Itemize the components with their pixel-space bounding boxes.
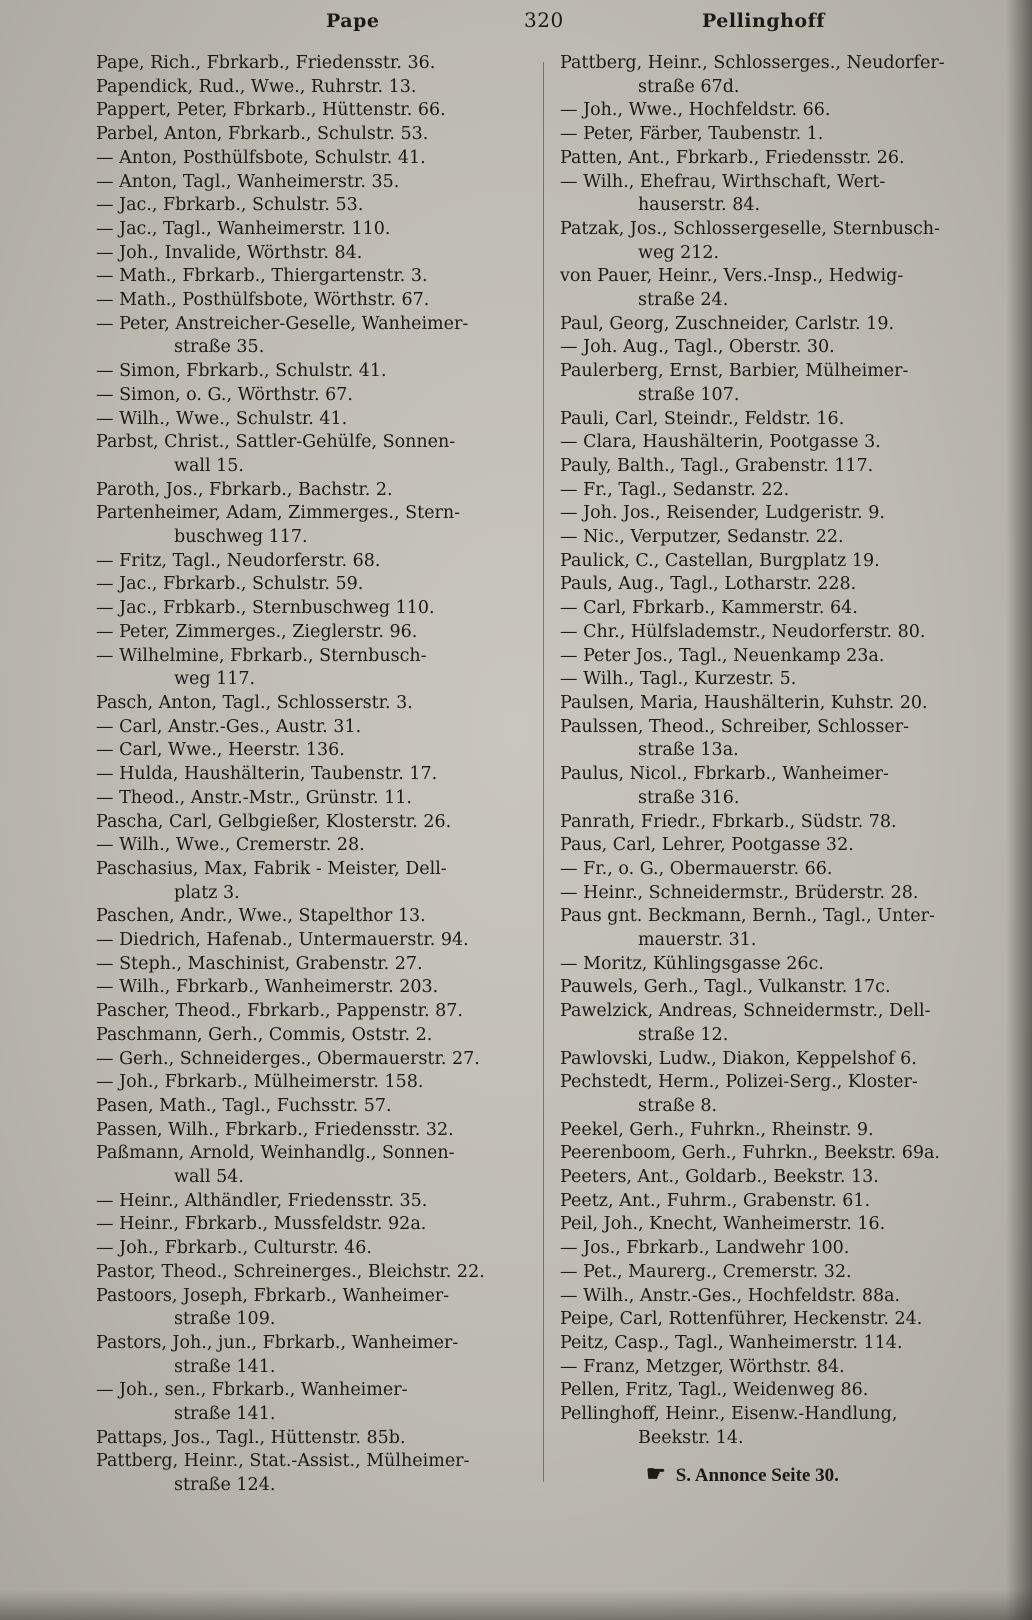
pointing-hand-icon: ☛ xyxy=(646,1461,666,1487)
entry-line: — Peter, Zimmerges., Zieglerstr. 96. xyxy=(96,621,418,642)
entry-line: — Anton, Tagl., Wanheimerstr. 35. xyxy=(96,171,400,192)
directory-entry xyxy=(96,1190,536,1214)
entry-line: — Diedrich, Hafenab., Untermauerstr. 94. xyxy=(96,930,469,951)
directory-entry xyxy=(560,621,1004,645)
page-number: 320 xyxy=(524,8,564,32)
entry-line: — Jac., Frbkarb., Sternbuschweg 110. xyxy=(96,598,435,619)
entry-continuation: Beekstr. 14. xyxy=(638,1427,744,1448)
directory-entry xyxy=(96,431,536,478)
entry-line: — Moritz, Kühlingsgasse 26c. xyxy=(560,953,824,974)
directory-entry xyxy=(96,1048,536,1072)
entry-line: — Wilh., Ehefrau, Wirthschaft, Wert- xyxy=(560,171,886,192)
directory-entry xyxy=(96,265,536,289)
entry-line: — Carl, Wwe., Heerstr. 136. xyxy=(96,740,345,761)
entry-line: — Peter Jos., Tagl., Neuenkamp 23a. xyxy=(560,645,885,666)
entry-line: — Simon, Fbrkarb., Schulstr. 41. xyxy=(96,361,387,382)
directory-entry xyxy=(560,360,1004,407)
entry-line: — Jac., Fbrkarb., Schulstr. 59. xyxy=(96,574,364,595)
entry-line: — Nic., Verputzer, Sedanstr. 22. xyxy=(560,527,844,548)
entry-line: — Steph., Maschinist, Grabenstr. 27. xyxy=(96,953,423,974)
entry-line: Peeters, Ant., Goldarb., Beekstr. 13. xyxy=(560,1167,879,1188)
entry-line: — Pet., Maurerg., Cremerstr. 32. xyxy=(560,1261,852,1282)
entry-continuation: straße 8. xyxy=(638,1095,718,1116)
entry-line: Pawlovski, Ludw., Diakon, Keppelshof 6. xyxy=(560,1048,917,1069)
page-header xyxy=(0,4,1032,38)
entry-line: — Anton, Posthülfsbote, Schulstr. 41. xyxy=(96,147,426,168)
entry-continuation: mauerstr. 31. xyxy=(638,930,757,951)
entry-line: — Jac., Fbrkarb., Schulstr. 53. xyxy=(96,195,364,216)
directory-entry xyxy=(560,834,1004,858)
entry-continuation: hauserstr. 84. xyxy=(638,195,761,216)
directory-entry xyxy=(560,313,1004,337)
directory-entry xyxy=(96,1261,536,1285)
entry-line: Pattberg, Heinr., Schlosserges., Neudorfer- xyxy=(560,53,945,73)
directory-entry xyxy=(96,905,536,929)
directory-entry xyxy=(560,692,1004,716)
directory-entry xyxy=(560,1000,1004,1047)
entry-line: Pattberg, Heinr., Stat.-Assist., Mülheimer- xyxy=(96,1451,470,1472)
entry-line: — Math., Posthülfsbote, Wörthstr. 67. xyxy=(96,290,430,311)
directory-entry xyxy=(96,1142,536,1189)
directory-entry xyxy=(560,1166,1004,1190)
entry-continuation: weg 212. xyxy=(638,242,720,263)
entry-line: Paulus, Nicol., Fbrkarb., Wanheimer- xyxy=(560,764,889,785)
entry-line: Paschasius, Max, Fabrik - Meister, Dell- xyxy=(96,858,447,879)
column-divider xyxy=(543,62,544,1482)
directory-entry xyxy=(560,1119,1004,1143)
directory-entry xyxy=(560,763,1004,810)
entry-continuation: straße 109. xyxy=(174,1309,276,1330)
directory-entry xyxy=(560,502,1004,526)
directory-entry xyxy=(96,597,536,621)
entry-continuation: weg 117. xyxy=(174,669,256,690)
entry-line: — Wilh., Wwe., Cremerstr. 28. xyxy=(96,835,365,856)
directory-entry xyxy=(96,1427,536,1451)
directory-entry xyxy=(560,1308,1004,1332)
entry-line: — Joh. Jos., Reisender, Ludgeristr. 9. xyxy=(560,503,885,524)
directory-entry xyxy=(560,1237,1004,1261)
entry-line: Pawelzick, Andreas, Schneidermstr., Dell- xyxy=(560,1001,931,1022)
entry-line: — Fr., o. G., Obermauerstr. 66. xyxy=(560,858,833,879)
entry-line: Paulsen, Maria, Haushälterin, Kuhstr. 20. xyxy=(560,692,928,713)
entry-line: — Joh., Fbrkarb., Culturstr. 46. xyxy=(96,1238,372,1259)
entry-continuation: straße 12. xyxy=(638,1024,729,1045)
entry-line: — Joh. Aug., Tagl., Oberstr. 30. xyxy=(560,337,835,358)
entry-continuation: wall 54. xyxy=(174,1167,244,1188)
left-column xyxy=(96,52,536,1498)
entry-line: — Wilh., Tagl., Kurzestr. 5. xyxy=(560,669,797,690)
directory-entry xyxy=(560,526,1004,550)
directory-entry xyxy=(560,265,1004,312)
directory-entry xyxy=(560,573,1004,597)
entry-line: Pasch, Anton, Tagl., Schlosserstr. 3. xyxy=(96,692,413,713)
header-first-name: Pape xyxy=(326,10,380,32)
entry-line: Paroth, Jos., Fbrkarb., Bachstr. 2. xyxy=(96,479,393,500)
entry-line: — Math., Fbrkarb., Thiergartenstr. 3. xyxy=(96,266,428,287)
entry-continuation: straße 35. xyxy=(174,337,265,358)
entry-line: Paschmann, Gerh., Commis, Oststr. 2. xyxy=(96,1024,433,1045)
entry-line: — Heinr., Fbrkarb., Mussfeldstr. 92a. xyxy=(96,1214,427,1235)
entry-line: Peipe, Carl, Rottenführer, Heckenstr. 24. xyxy=(560,1309,923,1330)
advertisement-reference xyxy=(560,1462,1004,1488)
directory-entry xyxy=(560,858,1004,882)
entry-line: — Wilh., Wwe., Schulstr. 41. xyxy=(96,408,348,429)
directory-entry xyxy=(96,360,536,384)
entry-continuation: straße 124. xyxy=(174,1475,276,1496)
directory-entry xyxy=(560,218,1004,265)
directory-entry xyxy=(560,905,1004,952)
entry-line: — Franz, Metzger, Wörthstr. 84. xyxy=(560,1356,845,1377)
directory-entry xyxy=(96,976,536,1000)
entry-line: Paul, Georg, Zuschneider, Carlstr. 19. xyxy=(560,313,895,334)
entry-continuation: straße 141. xyxy=(174,1356,276,1377)
entry-line: Pellinghoff, Heinr., Eisenw.-Handlung, xyxy=(560,1404,898,1425)
directory-entry xyxy=(96,242,536,266)
directory-entry xyxy=(96,1000,536,1024)
entry-line: — Peter, Anstreicher-Gesellе, Wanheimer- xyxy=(96,313,469,334)
directory-entry xyxy=(560,1379,1004,1403)
entry-line: Pellen, Fritz, Tagl., Weidenweg 86. xyxy=(560,1380,869,1401)
entry-line: Pauwels, Gerh., Tagl., Vulkanstr. 17c. xyxy=(560,977,891,998)
directory-entry xyxy=(560,1332,1004,1356)
directory-entry xyxy=(560,479,1004,503)
entry-line: — Joh., Fbrkarb., Mülheimerstr. 158. xyxy=(96,1072,424,1093)
directory-entry xyxy=(96,716,536,740)
directory-entry xyxy=(96,384,536,408)
entry-line: Pechstedt, Herm., Polizei-Serg., Kloster- xyxy=(560,1072,918,1093)
entry-line: Paus, Carl, Lehrer, Pootgasse 32. xyxy=(560,835,854,856)
entry-line: — Jac., Tagl., Wanheimerstr. 110. xyxy=(96,218,391,239)
directory-entry xyxy=(96,1379,536,1426)
directory-entry xyxy=(96,1237,536,1261)
directory-entry xyxy=(96,147,536,171)
entry-line: von Pauer, Heinr., Vers.-Insp., Hedwig- xyxy=(560,266,904,287)
right-column xyxy=(560,52,1004,1488)
entry-line: — Theod., Anstr.-Mstr., Grünstr. 11. xyxy=(96,787,412,808)
entry-line: Pascher, Theod., Fbrkarb., Pappenstr. 87. xyxy=(96,1001,463,1022)
entry-continuation: straße 107. xyxy=(638,384,740,405)
page-bottom-shadow xyxy=(0,1590,1032,1620)
directory-entry xyxy=(96,1071,536,1095)
directory-entry xyxy=(96,99,536,123)
directory-entry xyxy=(96,550,536,574)
entry-line: Pastoors, Joseph, Fbrkarb., Wanheimer- xyxy=(96,1285,450,1306)
directory-entry xyxy=(96,1213,536,1237)
directory-entry xyxy=(560,431,1004,455)
directory-entry xyxy=(96,1332,536,1379)
entry-line: Paschen, Andr., Wwe., Stapelthor 13. xyxy=(96,906,426,927)
header-last-name: Pellinghoff xyxy=(702,10,825,32)
entry-line: Peerenboom, Gerh., Fuhrkn., Beekstr. 69a. xyxy=(560,1143,940,1164)
entry-line: — Wilh., Fbrkarb., Wanheimerstr. 203. xyxy=(96,977,439,998)
annonce-text: S. Annonce Seite 30. xyxy=(675,1465,839,1487)
entry-line: — Heinr., Althändler, Friedensstr. 35. xyxy=(96,1190,428,1211)
directory-entry xyxy=(560,1071,1004,1118)
entry-continuation: straße 316. xyxy=(638,787,740,808)
directory-entry xyxy=(96,834,536,858)
entry-line: — Carl, Anstr.-Ges., Austr. 31. xyxy=(96,716,362,737)
directory-entry xyxy=(96,1119,536,1143)
entry-line: Pauls, Aug., Tagl., Lotharstr. 228. xyxy=(560,574,857,595)
entry-line: — Wilhelmine, Fbrkarb., Sternbusch- xyxy=(96,645,427,666)
entry-line: Pasen, Math., Tagl., Fuchsstr. 57. xyxy=(96,1095,392,1116)
directory-entry xyxy=(560,716,1004,763)
directory-entry xyxy=(96,289,536,313)
entry-line: Pape, Rich., Fbrkarb., Friedensstr. 36. xyxy=(96,53,436,73)
directory-entry xyxy=(560,455,1004,479)
entry-line: Paßmann, Arnold, Weinhandlg., Sonnen- xyxy=(96,1143,455,1164)
entry-line: Pascha, Carl, Gelbgießer, Klosterstr. 26. xyxy=(96,811,452,832)
entry-line: Partenheimer, Adam, Zimmerges., Stern- xyxy=(96,503,461,524)
entry-line: Peitz, Casp., Tagl., Wanheimerstr. 114. xyxy=(560,1332,903,1353)
directory-entry xyxy=(560,1048,1004,1072)
entry-continuation: buschweg 117. xyxy=(174,527,308,548)
entry-line: Parbst, Christ., Sattler-Gehülfe, Sonnen- xyxy=(96,432,456,453)
entry-line: Peil, Joh., Knecht, Wanheimerstr. 16. xyxy=(560,1214,886,1235)
entry-line: — Fr., Tagl., Sedanstr. 22. xyxy=(560,479,790,500)
directory-entry xyxy=(96,811,536,835)
entry-line: Pappert, Peter, Fbrkarb., Hüttenstr. 66. xyxy=(96,100,446,121)
directory-entry xyxy=(560,123,1004,147)
entry-line: Pauli, Carl, Steindr., Feldstr. 16. xyxy=(560,408,845,429)
directory-entry xyxy=(560,811,1004,835)
entry-line: Papendick, Rud., Wwe., Ruhrstr. 13. xyxy=(96,76,417,97)
entry-line: Paulerberg, Ernst, Barbier, Mülheimer- xyxy=(560,361,909,382)
directory-entry xyxy=(560,953,1004,977)
entry-line: — Peter, Färber, Taubenstr. 1. xyxy=(560,124,824,145)
entry-line: — Jos., Fbrkarb., Landwehr 100. xyxy=(560,1238,850,1259)
directory-entry xyxy=(96,858,536,905)
entry-line: — Gerh., Schneiderges., Obermauerstr. 27. xyxy=(96,1048,480,1069)
directory-entry xyxy=(560,550,1004,574)
directory-entry xyxy=(560,1356,1004,1380)
directory-entry xyxy=(560,1403,1004,1450)
entry-continuation: platz 3. xyxy=(174,882,240,903)
directory-entry xyxy=(560,1213,1004,1237)
directory-entry xyxy=(96,1450,536,1497)
entry-line: Pauly, Balth., Tagl., Grabenstr. 117. xyxy=(560,455,874,476)
directory-entry xyxy=(560,1142,1004,1166)
entry-line: Peetz, Ant., Fuhrm., Grabenstr. 61. xyxy=(560,1190,871,1211)
directory-entry xyxy=(560,52,1004,99)
directory-entry xyxy=(96,739,536,763)
directory-entry xyxy=(96,194,536,218)
entry-line: — Joh., Wwe., Hochfeldstr. 66. xyxy=(560,100,831,121)
directory-entry xyxy=(96,479,536,503)
entry-continuation: straße 141. xyxy=(174,1404,276,1425)
directory-entry xyxy=(560,336,1004,360)
directory-entry xyxy=(560,668,1004,692)
entry-continuation: straße 67d. xyxy=(638,76,740,97)
directory-entry xyxy=(96,123,536,147)
directory-entry xyxy=(96,763,536,787)
directory-entry xyxy=(96,573,536,597)
directory-entry xyxy=(96,645,536,692)
directory-entry xyxy=(560,1190,1004,1214)
directory-entry xyxy=(560,171,1004,218)
directory-entry xyxy=(96,1095,536,1119)
entry-line: Patten, Ant., Fbrkarb., Friedensstr. 26. xyxy=(560,147,905,168)
entry-line: Peekel, Gerh., Fuhrkn., Rheinstr. 9. xyxy=(560,1119,874,1140)
directory-entry xyxy=(96,1024,536,1048)
entry-line: Passen, Wilh., Fbrkarb., Friedensstr. 32. xyxy=(96,1119,454,1140)
entry-line: Pastor, Theod., Schreinerges., Bleichstr. 22. xyxy=(96,1261,485,1282)
directory-entry xyxy=(96,313,536,360)
entry-line: — Simon, o. G., Wörthstr. 67. xyxy=(96,384,353,405)
page-edge-shadow xyxy=(1006,0,1032,1620)
entry-line: Paulick, C., Castellan, Burgplatz 19. xyxy=(560,550,880,571)
directory-entry xyxy=(560,597,1004,621)
entry-line: — Joh., sen., Fbrkarb., Wanheimer- xyxy=(96,1380,408,1401)
entry-line: — Carl, Fbrkarb., Kammerstr. 64. xyxy=(560,598,858,619)
entry-line: — Joh., Invalide, Wörthstr. 84. xyxy=(96,242,363,263)
directory-entry xyxy=(560,645,1004,669)
directory-entry xyxy=(96,621,536,645)
entry-line: — Hulda, Haushälterin, Taubenstr. 17. xyxy=(96,764,438,785)
directory-entry xyxy=(560,1261,1004,1285)
entry-line: Pattaps, Jos., Tagl., Hüttenstr. 85b. xyxy=(96,1427,406,1448)
directory-entry xyxy=(96,953,536,977)
entry-line: Patzak, Jos., Schlossergeselle, Sternbusch- xyxy=(560,218,940,239)
directory-entry xyxy=(560,882,1004,906)
directory-entry xyxy=(560,976,1004,1000)
entry-continuation: straße 13a. xyxy=(638,740,739,761)
entry-line: — Heinr., Schneidermstr., Brüderstr. 28. xyxy=(560,882,919,903)
directory-entry xyxy=(96,787,536,811)
directory-entry xyxy=(96,692,536,716)
entry-line: Parbel, Anton, Fbrkarb., Schulstr. 53. xyxy=(96,124,429,145)
directory-entry xyxy=(96,218,536,242)
directory-entry xyxy=(560,99,1004,123)
directory-entry xyxy=(560,1285,1004,1309)
entry-line: Pastors, Joh., jun., Fbrkarb., Wanheimer- xyxy=(96,1332,459,1353)
entry-line: Paus gnt. Beckmann, Bernh., Tagl., Unter- xyxy=(560,906,935,927)
entry-line: — Fritz, Tagl., Neudorferstr. 68. xyxy=(96,550,381,571)
entry-continuation: straße 24. xyxy=(638,290,729,311)
entry-line: — Chr., Hülfslademstr., Neudorferstr. 80. xyxy=(560,621,926,642)
entry-line: Panrath, Friedr., Fbrkarb., Südstr. 78. xyxy=(560,811,897,832)
directory-entry xyxy=(96,52,536,76)
directory-entry xyxy=(96,1285,536,1332)
directory-entry xyxy=(96,502,536,549)
directory-entry xyxy=(96,171,536,195)
entry-line: — Clara, Haushälterin, Pootgasse 3. xyxy=(560,432,881,453)
entry-line: — Wilh., Anstr.-Ges., Hochfeldstr. 88a. xyxy=(560,1285,901,1306)
directory-entry xyxy=(96,408,536,432)
directory-entry xyxy=(96,76,536,100)
entry-continuation: wall 15. xyxy=(174,455,244,476)
directory-entry xyxy=(96,929,536,953)
directory-entry xyxy=(560,408,1004,432)
directory-entry xyxy=(560,147,1004,171)
entry-line: Paulssen, Theod., Schreiber, Schlosser- xyxy=(560,716,910,737)
